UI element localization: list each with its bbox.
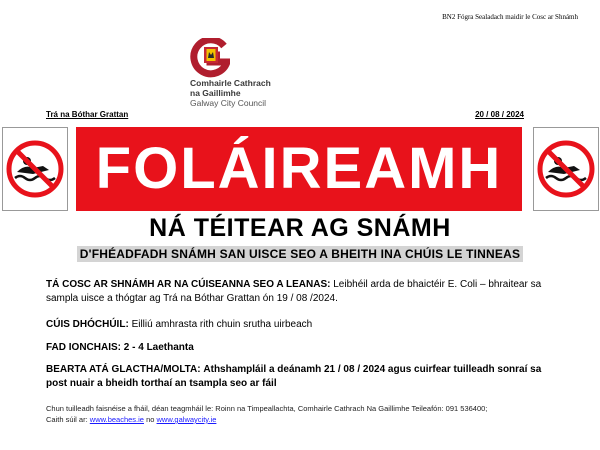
- galway-city-council-logo-icon: [190, 38, 230, 78]
- logo-council-name: Galway City Council: [190, 98, 267, 108]
- duration-label: FAD IONCHAIS:: [46, 342, 121, 353]
- websites-line: [46, 414, 566, 425]
- contact-footer: [46, 403, 566, 425]
- logo-name-line1: Comhairle Cathrach: [190, 78, 271, 88]
- beaches-link[interactable]: www.beaches.ie: [89, 415, 144, 424]
- warning-title: FOLÁIREAMH: [95, 136, 503, 201]
- contact-info: Chun tuilleadh faisnéise a fháil, déan teagmháil le: Roinn na Timpeallachta, Comhairle Cathrach Na Gaillimhe Teileafón: 091 536400;: [46, 404, 488, 413]
- link-separator: no: [146, 415, 155, 424]
- actions-paragraph: [46, 363, 558, 391]
- illness-warning-text: D'FHÉADFADH SNÁMH SAN UISCE SEO A BHEITH INA CHÚIS LE TINNEAS: [77, 246, 523, 262]
- duration-text: 2 - 4 Laethanta: [123, 342, 194, 353]
- no-swimming-icon: [534, 128, 598, 210]
- illness-warning: [0, 245, 600, 263]
- no-swimming-heading: NÁ TÉITEAR AG SNÁMH: [149, 214, 451, 242]
- cause-text: Eilliú amhrasta rith chuin srutha uirbeach: [131, 319, 313, 330]
- cause-paragraph: [46, 318, 558, 332]
- no-swimming-sign-right: [533, 127, 599, 211]
- logo-name-line2: na Gaillimhe: [190, 88, 241, 98]
- duration-paragraph: [46, 341, 558, 355]
- cause-label: CÚIS DHÓCHÚIL:: [46, 319, 129, 330]
- actions-label: BEARTA ATÁ GLACTHA/MOLTA:: [46, 364, 201, 375]
- beach-location: Trá na Bóthar Grattan: [46, 110, 129, 119]
- actions-text: Athshampláil a deánamh 21 / 08 / 2024 agus cuirfear tuilleadh sonraí sa post nuair a bheidh torthaí an tsampla seo ar fáil: [46, 364, 542, 389]
- no-swimming-sign-left: [2, 127, 68, 211]
- notice-date: 20 / 08 / 2024: [475, 110, 524, 119]
- galwaycity-link[interactable]: www.galwaycity.ie: [156, 415, 217, 424]
- no-swimming-icon: [3, 128, 67, 210]
- ban-reason-label: TÁ COSC AR SHNÁMH AR NA CÚISEANNA SEO A LEANAS:: [46, 279, 331, 290]
- warning-banner: [76, 127, 522, 211]
- document-reference: BN2 Fógra Sealadach maidir le Cosc ar Shnámh: [442, 13, 578, 21]
- visit-prefix: Caith súil ar:: [46, 415, 88, 424]
- ban-reason-paragraph: [46, 278, 558, 306]
- ban-reason-text: Leibhéil arda de bhaictéir E. Coli – bhraitear sa sampla uisce a thógtar ag Trá na Bóthar Grattan ón 19 / 08 /2024.: [46, 279, 542, 304]
- council-logo: [190, 38, 290, 109]
